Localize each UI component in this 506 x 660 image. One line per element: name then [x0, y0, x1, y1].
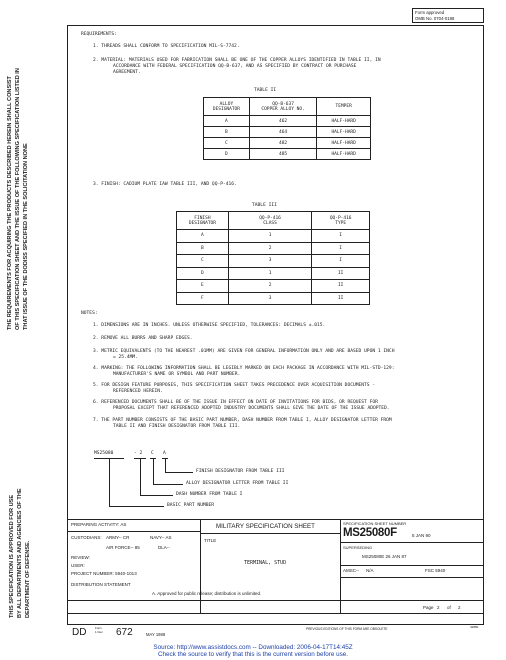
- form-dd: DD: [72, 627, 87, 638]
- distribution-value: A. Approved for public release; distribution is unlimited.: [152, 591, 262, 596]
- table3-cell: II: [312, 292, 370, 305]
- table3-cell: 2: [228, 280, 311, 293]
- table3-cell: F: [177, 292, 229, 305]
- note-4-line2: MANUFACTURER'S NAME OR SYMBOL AND PART NUMBER.: [113, 372, 241, 377]
- side-notice-bottom-line1: THIS SPECIFICATION IS APPROVED FOR USE: [9, 494, 15, 618]
- custodians-label: CUSTODIANS:: [71, 535, 102, 540]
- requirement-1: 1. THREADS SHALL CONFORM TO SPECIFICATION MIL-S-7742.: [93, 44, 240, 49]
- note-6-line1: 6. REFERENCED DOCUMENTS SHALL BE OF THE ISSUE IN EFFECT ON DATE OF INVITATIONS FOR BIDS, OR REQUEST FOR: [93, 400, 378, 405]
- table3-header-finish: FINISH DESIGNATOR: [177, 212, 229, 230]
- tb-line: [67, 531, 200, 532]
- table3-cell: I: [312, 255, 370, 268]
- table3-cell: E: [177, 280, 229, 293]
- review-label: REVIEW:: [71, 555, 90, 560]
- finish-leader-v: [165, 458, 166, 472]
- note-7-line1: 7. THE PART NUMBER CONSISTS OF THE BASIC PART NUMBER, DASH NUMBER FROM TABLE I, ALLOY DESIGNATOR LETTER FROM: [93, 418, 392, 423]
- table2-cell: 464: [249, 127, 317, 138]
- side-notice-top-line3: THAT ISSUE OF THE DODISS SPECIFIED IN THE SOLICITATION NONE: [23, 143, 29, 330]
- table-row: [177, 230, 370, 243]
- table2-cell: HALF-HARD: [317, 127, 371, 138]
- custodian-army: ARMY-- CR: [106, 535, 130, 540]
- side-notice-top-line1: THE REQUIREMENTS FOR ACQUIRING THE PRODUCTS DESCRIBED HEREIN SHALL CONSIST: [7, 76, 13, 330]
- label-basic-part: BASIC PART NUMBER: [167, 503, 215, 508]
- source-line2: Check the source to verify that this is the current version before use.: [157, 651, 349, 658]
- table-row: [177, 292, 370, 305]
- form-label: Form 1 Dec: [95, 626, 103, 634]
- spec-date: 5 JAN 90: [412, 533, 431, 538]
- requirement-2-line1: 2. MATERIAL: MATERIALS USED FOR FABRICATION SHALL BE ONE OF THE COPPER ALLOYS IDENTIFIED IN TABLE II, IN: [93, 58, 381, 63]
- table2-cell: HALF-HARD: [317, 116, 371, 127]
- form-number: 672: [116, 627, 133, 638]
- note-6-line2: PROPOSAL EXCEPT THAT REFERENCED ADOPTED INDUSTRY DOCUMENTS SHALL GIVE THE DATE OF THE ISSUE ADOPTED.: [113, 406, 390, 411]
- spec-number: MS25080F: [343, 527, 397, 539]
- side-notice-bottom-line2: BY ALL DEPARTMENTS AND AGENCIES OF THE: [17, 488, 23, 618]
- source-line1: Source: http://www.assistdocs.com -- Downloaded: 2006-04-17T14:45Z: [153, 644, 353, 651]
- table2-cell: 485: [249, 149, 317, 160]
- note-1: 1. DIMENSIONS ARE IN INCHES. UNLESS OTHERWISE SPECIFIED, TOLERANCES: DECIMALS ±.015.: [93, 323, 326, 328]
- table2-header-temper: TEMPER: [317, 98, 371, 116]
- title-block-top-border: [67, 519, 484, 520]
- table-row: [177, 267, 370, 280]
- table2-title: TABLE II: [254, 88, 277, 93]
- part-number-alloy: C: [151, 451, 154, 456]
- note-5-line1: 5. FOR DESIGN FEATURE PURPOSES, THIS SPECIFICATION SHEET TAKES PRECEDENCE OVER ACQUISITION DOCUMENTS -: [93, 383, 376, 388]
- table2-cell: 462: [249, 116, 317, 127]
- table3-cell: I: [312, 242, 370, 255]
- table2-cell: HALF-HARD: [317, 138, 371, 149]
- table3-header-class: QQ-P-416 CLASS: [228, 212, 311, 230]
- table3-cell: II: [312, 267, 370, 280]
- tb-line: [67, 600, 484, 601]
- alloy-leader-v: [153, 458, 154, 484]
- requirements-heading: REQUIREMENTS:: [81, 32, 117, 37]
- preparing-activity: PREPARING ACTIVITY: AS: [71, 522, 127, 527]
- form-previous-editions: PREVIOUS EDITIONS OF THIS FORM ARE OBSOLETE: [306, 627, 388, 631]
- table3-cell: 1: [228, 230, 311, 243]
- table3-cell: A: [177, 230, 229, 243]
- notes-heading: NOTES:: [81, 311, 98, 316]
- basic-leader-h: [109, 506, 164, 507]
- note-3-line1: 3. METRIC EQUIVALENTS (TO THE NEAREST .01MM) ARE GIVEN FOR GENERAL INFORMATION ONLY AND ARE BASED UPON 1 INCH: [93, 349, 395, 354]
- requirement-2-line2: ACCORDANCE WITH FEDERAL SPECIFICATION QQ-B-637, AND AS SPECIFIED BY CONTRACT OR PURCHASE: [113, 64, 357, 69]
- project-number: PROJECT NUMBER: 5940-1013: [71, 571, 137, 576]
- table2-cell: A: [204, 116, 250, 127]
- tb-line: [67, 613, 484, 614]
- label-alloy-designator: ALLOY DESIGNATOR LETTER FROM TABLE II: [186, 481, 289, 486]
- requirement-2-line3: AGREEMENT.: [113, 70, 141, 75]
- page-of: of: [447, 605, 451, 610]
- form-code: 42880: [470, 625, 479, 629]
- finish-leader-h: [165, 472, 193, 473]
- part-number-finish: A: [163, 451, 166, 456]
- user-label: USER:: [71, 563, 85, 568]
- tb-line: [340, 565, 484, 566]
- table3-header-type: QQ-P-416 TYPE: [312, 212, 370, 230]
- superseding-label: SUPERSEDING: [343, 545, 373, 550]
- table2-cell: 482: [249, 138, 317, 149]
- table-row: [204, 138, 371, 149]
- side-notice-bottom: [8, 488, 32, 618]
- table-row: [204, 127, 371, 138]
- table3-cell: 1: [228, 267, 311, 280]
- tb-line: [340, 577, 484, 578]
- table3-title: TABLE III: [252, 203, 277, 208]
- title-label: TITLE: [204, 538, 217, 543]
- table-row: [177, 280, 370, 293]
- form-approved-line2: OMB No. 0704-0188: [415, 15, 455, 21]
- table-row: [177, 242, 370, 255]
- table2-cell: D: [204, 149, 250, 160]
- table-row: [177, 255, 370, 268]
- note-3-line2: = 25.4MM.: [113, 355, 138, 360]
- table3-cell: 2: [228, 242, 311, 255]
- table-row: [204, 116, 371, 127]
- part-number-dash: - 2: [134, 451, 143, 456]
- amsc-value: N/A: [366, 568, 374, 573]
- basic-leader-v: [109, 458, 110, 506]
- title-block-divider-2: [340, 519, 341, 613]
- table-row: [204, 149, 371, 160]
- requirement-3: 3. FINISH: CADIUM PLATE IAW TABLE III, AND QQ-P-416.: [93, 182, 237, 187]
- page-label: Page: [423, 605, 434, 610]
- superseding-value: MS25080E 26 JAN 87: [362, 554, 407, 559]
- page-number: 2: [437, 605, 440, 610]
- sheet-heading: MILITARY SPECIFICATION SHEET: [216, 523, 315, 530]
- part-number-base: MS25080: [94, 451, 114, 456]
- custodian-navy: NAVY-- AS: [150, 535, 172, 540]
- tb-line: [340, 542, 484, 543]
- note-2: 2. REMOVE ALL BURRS AND SHARP EDGES.: [93, 336, 193, 341]
- dash-leader-h: [140, 495, 173, 496]
- table2: [203, 97, 371, 160]
- form-approved-line1: Form approved: [415, 10, 445, 15]
- form-date: MAY 1988: [146, 632, 166, 637]
- label-dash-number: DASH NUMBER FROM TABLE I: [176, 492, 243, 497]
- alloy-leader-h: [153, 484, 183, 485]
- note-5-line2: REFERENCED HEREIN.: [113, 389, 163, 394]
- side-notice-top: [6, 68, 30, 330]
- table3-cell: D: [177, 267, 229, 280]
- table3-cell: C: [177, 255, 229, 268]
- table3-cell: I: [312, 230, 370, 243]
- table3-cell: 3: [228, 292, 311, 305]
- fsc-value: FSC 5940: [425, 568, 446, 573]
- table3-cell: II: [312, 280, 370, 293]
- note-4-line1: 4. MARKING: THE FOLLOWING INFORMATION SHALL BE LEGIBLY MARKED ON EACH PACKAGE IN ACCORDANCE WITH MIL-STD-129:: [93, 366, 395, 371]
- side-notice-top-line2: OF THIS SPECIFICATION SHEET AND THE ISSUE OF THE FOLLOWING SPECIFICATION LISTED IN: [15, 68, 21, 330]
- custodian-dla: DLA--: [158, 545, 170, 550]
- table2-header-alloy: ALLOY DESIGNATOR: [204, 98, 250, 116]
- table3-cell: 3: [228, 255, 311, 268]
- tb-line: [200, 533, 340, 534]
- custodian-airforce: AIR FORCE-- 85: [106, 545, 140, 550]
- dash-leader-v: [140, 458, 141, 495]
- amsc-label: AMSC--: [343, 568, 359, 573]
- side-notice-bottom-line3: DEPARTMENT OF DEFENSE.: [25, 540, 31, 618]
- table2-cell: HALF-HARD: [317, 149, 371, 160]
- table2-cell: C: [204, 138, 250, 149]
- table3-cell: B: [177, 242, 229, 255]
- page-total: 2: [458, 605, 461, 610]
- title-value: TERMINAL, STUD: [244, 560, 287, 566]
- label-finish-designator: FINISH DESIGNATOR FROM TABLE III: [196, 469, 285, 474]
- spec-number-label: SPECIFICATION SHEET NUMBER: [343, 521, 407, 526]
- distribution-label: DISTRIBUTION STATEMENT: [71, 582, 131, 587]
- table2-header-copper: QQ-B-637 COPPER ALLOY NO.: [249, 98, 317, 116]
- form-approved-box: [412, 8, 484, 23]
- note-7-line2: TABLE II AND FINISH DESIGNATOR FROM TABLE III.: [113, 424, 241, 429]
- table2-cell: B: [204, 127, 250, 138]
- table3: [176, 211, 370, 305]
